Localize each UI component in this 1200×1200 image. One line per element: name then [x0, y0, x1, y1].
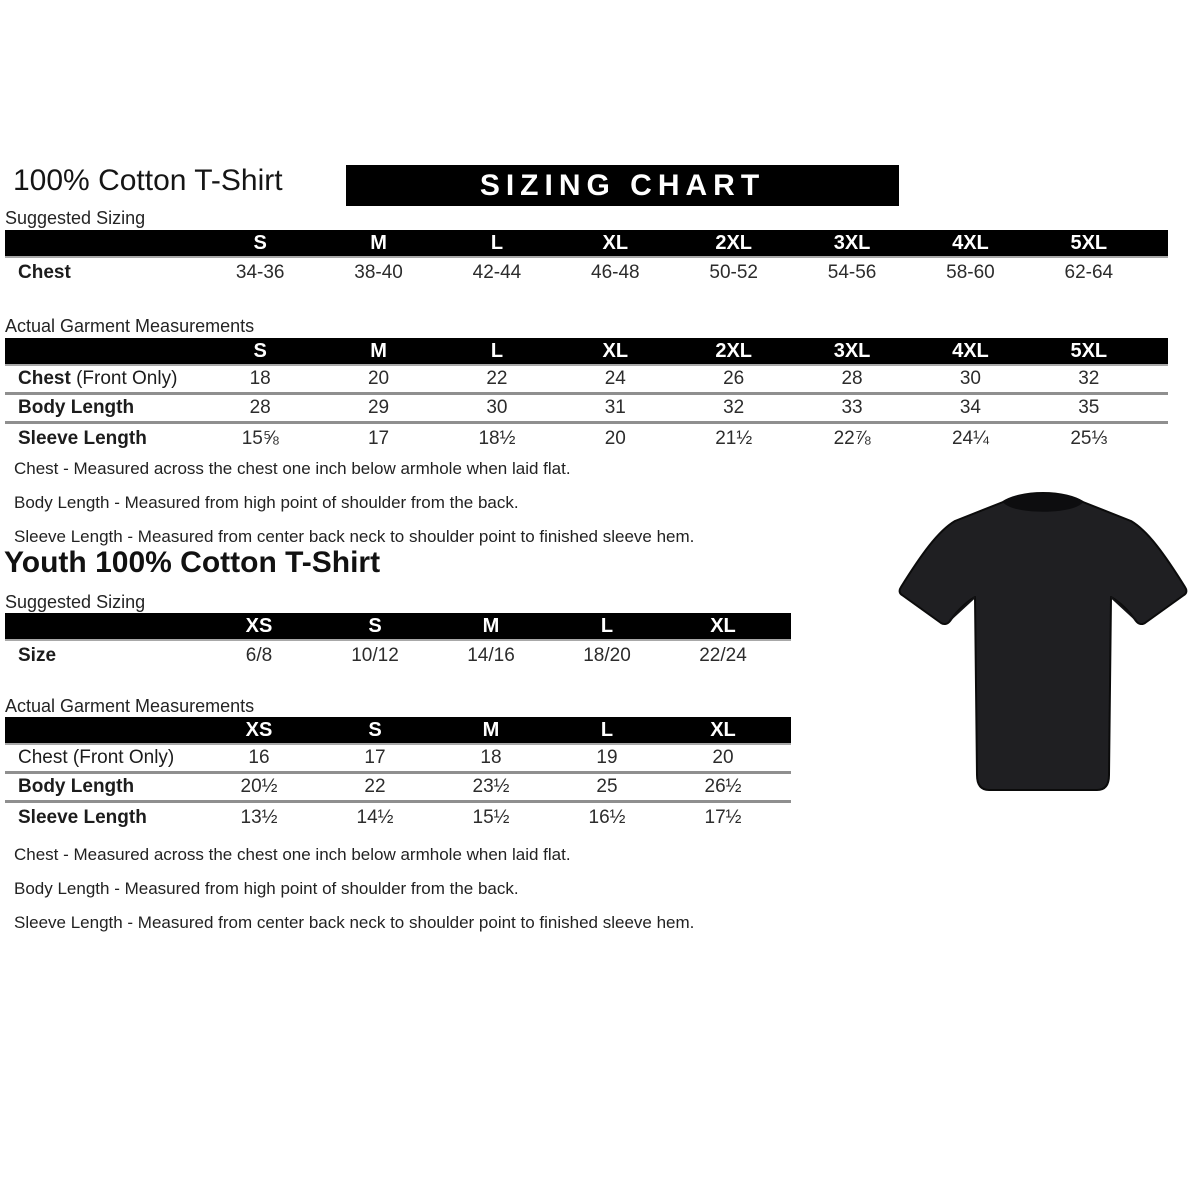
- col-header-5xl: 5XL: [1070, 231, 1108, 254]
- cell: 21½: [715, 427, 753, 449]
- youth-suggested-sizing-label: Suggested Sizing: [5, 592, 146, 612]
- note-sleeve-length: Sleeve Length - Measured from center back neck to shoulder point to finished sleeve hem.: [14, 913, 695, 932]
- cell: 28: [841, 368, 863, 389]
- cell: 29: [367, 397, 390, 418]
- cell: 34: [959, 397, 981, 418]
- row-label: Chest (Front Only): [18, 747, 175, 768]
- col-header-5xl: 5XL: [1070, 339, 1108, 362]
- row-label: Chest (Front Only): [18, 368, 178, 389]
- table-row-sleeve-length: [5, 803, 791, 832]
- cell: 42-44: [472, 262, 522, 283]
- cell: 23½: [472, 776, 510, 797]
- col-header-l: L: [600, 718, 614, 741]
- col-header-l: L: [490, 231, 504, 254]
- col-header-m: M: [482, 614, 500, 637]
- table-row-chest: [5, 366, 1168, 395]
- table-row-body-length: [5, 395, 1168, 424]
- col-header-xs: XS: [245, 614, 273, 637]
- cell: 28: [249, 397, 271, 418]
- adult-suggested-sizing-label: Suggested Sizing: [5, 208, 146, 228]
- col-header-m: M: [482, 718, 500, 741]
- row-label: Body Length: [18, 397, 135, 418]
- col-header-l: L: [490, 339, 504, 362]
- cell: 18/20: [583, 645, 631, 666]
- youth-measurement-notes: [14, 838, 694, 940]
- cell: 17½: [704, 806, 742, 828]
- youth-actual-header-row: [5, 717, 791, 745]
- cell: 18: [480, 747, 502, 768]
- cell: 18½: [478, 427, 516, 449]
- cell: 32: [723, 397, 745, 418]
- cell: 22: [486, 368, 508, 389]
- col-header-l: L: [600, 614, 614, 637]
- col-header-s: S: [368, 718, 382, 741]
- table-row-chest: [5, 745, 791, 774]
- adult-actual-measurements-label: Actual Garment Measurements: [5, 316, 255, 336]
- col-header-xs: XS: [245, 718, 273, 741]
- row-label: Chest: [18, 262, 71, 283]
- col-header-3xl: 3XL: [833, 339, 871, 362]
- youth-suggested-sizing-table: [5, 613, 791, 671]
- col-header-m: M: [370, 231, 387, 254]
- cell: 32: [1078, 368, 1100, 389]
- col-header-m: M: [370, 339, 387, 362]
- cell: 14/16: [467, 645, 515, 666]
- note-sleeve-length: Sleeve Length - Measured from center back neck to shoulder point to finished sleeve hem.: [14, 527, 695, 546]
- youth-title: Youth 100% Cotton T-Shirt: [4, 546, 381, 579]
- col-header-s: S: [368, 614, 382, 637]
- cell: 20½: [240, 776, 278, 797]
- tshirt-body-shape: [900, 493, 1187, 790]
- cell: 38-40: [354, 262, 403, 283]
- row-label: Sleeve Length: [18, 806, 147, 828]
- adult-actual-measurements-table: [5, 338, 1168, 453]
- cell: 16½: [588, 806, 626, 828]
- cell: 10/12: [351, 645, 399, 666]
- col-header-xl: XL: [710, 718, 736, 741]
- sizing-chart-banner: [346, 165, 899, 206]
- sizing-chart-banner-text: SIZING CHART: [479, 168, 766, 202]
- row-label: Sleeve Length: [18, 427, 147, 449]
- col-header-2xl: 2XL: [715, 339, 753, 362]
- cell: 26: [723, 368, 745, 389]
- cell: 26½: [704, 776, 742, 797]
- page-title: 100% Cotton T-Shirt: [13, 164, 283, 197]
- col-header-2xl: 2XL: [715, 231, 753, 254]
- cell: 24: [604, 368, 626, 389]
- cell: 6/8: [245, 645, 273, 666]
- cell: 20: [367, 368, 390, 389]
- youth-actual-measurements-label: Actual Garment Measurements: [5, 696, 255, 716]
- cell: 22/24: [699, 645, 747, 666]
- col-header-xl: XL: [602, 339, 629, 362]
- note-body-length: Body Length - Measured from high point of shoulder from the back.: [14, 879, 519, 898]
- adult-suggested-header-row: [5, 230, 1168, 258]
- cell: 16: [248, 747, 270, 768]
- cell: 19: [596, 747, 618, 768]
- cell: 14½: [356, 806, 394, 828]
- cell: 62-64: [1064, 262, 1114, 283]
- cell: 15⅝: [241, 427, 279, 449]
- row-label: Size: [18, 645, 57, 666]
- adult-suggested-sizing-table: [5, 230, 1168, 288]
- cell: 50-52: [709, 262, 758, 283]
- cell: 46-48: [591, 262, 640, 283]
- col-header-s: S: [253, 231, 267, 254]
- col-header-3xl: 3XL: [833, 231, 871, 254]
- cell: 25⅓: [1070, 427, 1108, 449]
- youth-suggested-header-row: [5, 613, 791, 641]
- table-row: [5, 258, 1168, 288]
- note-chest: Chest - Measured across the chest one inch below armhole when laid flat.: [14, 845, 571, 864]
- cell: 34-36: [235, 262, 285, 283]
- col-header-xl: XL: [710, 614, 736, 637]
- cell: 33: [841, 397, 863, 418]
- col-header-s: S: [253, 339, 267, 362]
- cell: 35: [1078, 397, 1100, 418]
- table-row-body-length: [5, 774, 791, 803]
- cell: 24¼: [951, 427, 989, 449]
- cell: 22: [364, 776, 386, 797]
- col-header-xl: XL: [602, 231, 629, 254]
- note-body-length: Body Length - Measured from high point of shoulder from the back.: [14, 493, 519, 512]
- cell: 17: [364, 747, 386, 768]
- table-row-size: [5, 641, 791, 671]
- youth-actual-measurements-table: [5, 717, 791, 832]
- cell: 25: [596, 776, 618, 797]
- cell: 15½: [472, 806, 510, 828]
- cell: 20: [712, 747, 734, 768]
- adult-measurement-notes: [14, 452, 694, 554]
- cell: 54-56: [827, 262, 877, 283]
- col-header-4xl: 4XL: [952, 339, 989, 362]
- col-header-4xl: 4XL: [952, 231, 989, 254]
- cell: 20: [604, 427, 626, 449]
- cell: 22⅞: [833, 427, 871, 449]
- cell: 30: [486, 397, 508, 418]
- cell: 30: [959, 368, 981, 389]
- row-label: Body Length: [18, 776, 135, 797]
- cell: 58-60: [946, 262, 995, 283]
- adult-actual-header-row: [5, 338, 1168, 366]
- cell: 18: [249, 368, 271, 389]
- note-chest: Chest - Measured across the chest one inch below armhole when laid flat.: [14, 459, 571, 478]
- table-row-sleeve-length: [5, 424, 1168, 453]
- black-tshirt-image: [893, 487, 1193, 807]
- cell: 31: [604, 397, 626, 418]
- cell: 17: [367, 427, 390, 449]
- cell: 13½: [240, 806, 278, 828]
